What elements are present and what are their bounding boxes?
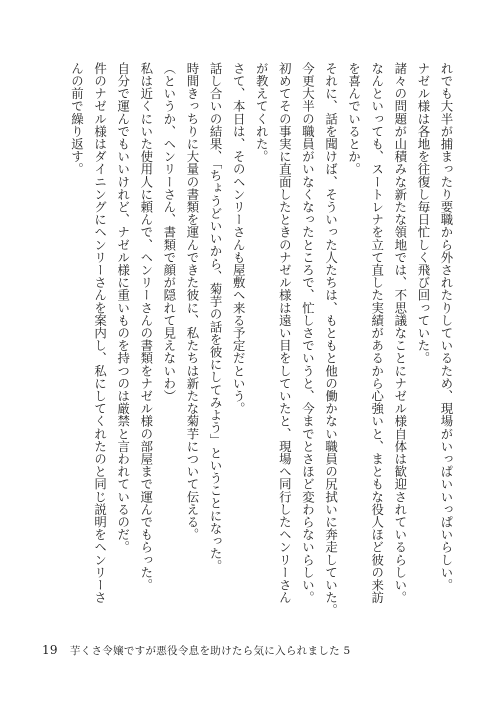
text-line-18: んの前で繰り返す。	[69, 62, 85, 176]
text-line-3: 諸々の問題が山積みな新たな領地では、不思議なことにナゼル様自体は歓迎されているらしい。	[392, 62, 408, 604]
text-line-16: 自分で運んでもいいけれど、ナゼル様に重いものを持つのは厳禁と言われているのだ。	[115, 62, 131, 554]
text-line-15: 私は近くにいた使用人に頼んで、ヘンリーさんの書類をナゼル様の部屋まで運んでもらった。	[138, 62, 154, 592]
text-line-13: 時間きっちりに大量の書類を運んできた彼に、私たちは新たな菊芋について伝える。	[184, 62, 200, 541]
page-footer	[42, 643, 351, 658]
text-line-6: それに、話を聞けば、そういった人たちは、もともと他の働かない職員の尻拭いに奔走していた。	[323, 62, 339, 617]
text-line-17: 件のナゼル様はダイニングにヘンリーさんを案内し、私にしてくれたのと同じ説明をヘンリーさ	[92, 62, 108, 604]
page-number: 19	[42, 643, 58, 657]
text-line-14: （というか、ヘンリーさん、書類で顔が隠れて見えないわ）	[161, 62, 177, 403]
text-line-7: 今更大半の職員がいなくなったところで、忙しさでいうと、今までとさほど変わらないらしい。	[300, 62, 316, 604]
text-line-4: なんといっても、スートレナを立て直した実績があるから心強いと、まともな役人ほど彼の来訪	[369, 62, 385, 604]
running-title: 芋くさ令嬢ですが悪役令息を助けたら気に入られました 5	[69, 645, 351, 657]
text-line-5: を喜んでいるとか。	[346, 62, 362, 176]
text-line-1: れでも大半が捕まったり要職から外されたりしているため、現場がいっぱいいっぱいらしい。	[439, 62, 454, 592]
text-line-11: さて、本日は、そのヘンリーさんも屋敷へ来る予定だという。	[231, 62, 247, 415]
text-line-9: が教えてくれた。	[254, 62, 270, 163]
text-line-8: 初めてその事実に直面したときのナゼル様は遠い目をしていたと、現場へ同行したヘンリーさん	[277, 62, 293, 604]
vertical-text-block	[65, 62, 458, 617]
text-line-12: 話し合いの結果、「ちょうどいいから、菊芋の話を彼にしてみよう」ということになった。	[208, 62, 224, 573]
text-line-2: ナゼル様は各地を往復し毎日忙しく飛び回っていた。	[415, 62, 431, 365]
